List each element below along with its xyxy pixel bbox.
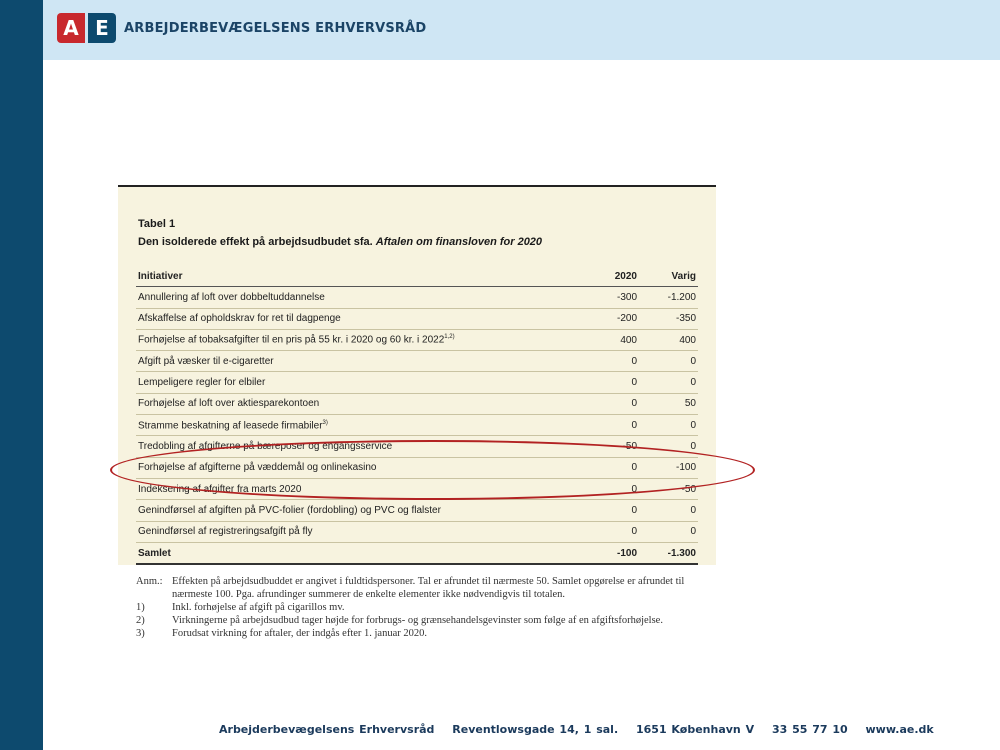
highlight-ellipse <box>110 440 755 500</box>
row-value-varig: -350 <box>639 308 698 329</box>
table-row <box>136 415 698 436</box>
row-label-text: Lempeligere regler for elbiler <box>138 377 266 389</box>
header-varig: Varig <box>639 266 698 287</box>
row-value-2020: 0 <box>580 415 639 436</box>
row-value-varig: 50 <box>639 393 698 414</box>
row-value-2020: 0 <box>580 521 639 542</box>
note-key: Anm.: <box>136 576 163 587</box>
row-value-varig: 0 <box>639 372 698 393</box>
note-text: Virkningerne på arbejdsudbud tager højde for forbrugs- og grænsehandelsgevinster som følge af en afgiftsforhøjelse. <box>172 615 663 626</box>
row-label-text: Indeksering af afgifter fra marts 2020 <box>138 483 302 495</box>
table-row <box>136 521 698 542</box>
footer-web[interactable]: www.ae.dk <box>865 723 934 736</box>
row-value-varig: 400 <box>639 329 698 350</box>
row-label-text: Forhøjelse af afgifterne på væddemål og onlinekasino <box>138 462 377 474</box>
row-value-varig: 0 <box>639 521 698 542</box>
row-value-varig: -1.200 <box>639 287 698 308</box>
table-header-row <box>136 266 698 287</box>
row-value-varig: 0 <box>639 436 698 457</box>
header-2020: 2020 <box>580 266 639 287</box>
row-label <box>136 372 580 393</box>
table-panel <box>118 185 716 565</box>
footer-address: Reventlowsgade 14, 1 sal. <box>452 723 619 736</box>
row-value-varig: -50 <box>639 478 698 499</box>
row-value-2020: 0 <box>580 478 639 499</box>
ae-logo <box>57 13 426 43</box>
note-item <box>136 601 716 614</box>
row-value-2020: -200 <box>580 308 639 329</box>
row-label <box>136 287 580 308</box>
row-label <box>136 308 580 329</box>
note-text: Effekten på arbejdsudbuddet er angivet i fuldtidspersoner. Tal er afrundet til nærmeste 50. Samlet opgørelse er afrundet til nærmeste 100. Pga. afrundinger summerer de enkelte elementer ikke nødvendigvis til totalen. <box>172 576 685 600</box>
note-text: Inkl. forhøjelse af afgift på cigarillos mv. <box>172 602 345 613</box>
row-value-varig: 0 <box>639 351 698 372</box>
note-key: 2) <box>136 615 145 626</box>
row-label-text: Annullering af loft over dobbeltuddannelse <box>138 291 325 303</box>
total-2020: -100 <box>580 542 639 564</box>
table-subtitle-plain: Den isolderede effekt på arbejdsudbudet sfa. <box>138 236 376 248</box>
row-value-2020: -50 <box>580 436 639 457</box>
brand-name: ARBEJDERBEVÆGELSENS ERHVERVSRÅD <box>124 20 427 36</box>
logo-letter-a: A <box>57 13 85 43</box>
note-item <box>136 575 716 601</box>
table-subtitle <box>138 236 542 248</box>
total-label: Samlet <box>136 542 580 564</box>
row-value-2020: -300 <box>580 287 639 308</box>
logo-letter-e: E <box>88 13 116 43</box>
row-value-varig: 0 <box>639 415 698 436</box>
row-label <box>136 393 580 414</box>
row-label <box>136 521 580 542</box>
row-value-2020: 0 <box>580 457 639 478</box>
note-key: 1) <box>136 602 145 613</box>
table-title: Tabel 1 <box>138 218 176 230</box>
row-label-text: Genindførsel af registreringsafgift på fly <box>138 526 313 538</box>
table-total-row <box>136 542 698 564</box>
row-footnote-ref: 3) <box>322 419 328 426</box>
table-subtitle-italic: Aftalen om finansloven for 2020 <box>375 236 543 248</box>
note-key: 3) <box>136 628 145 639</box>
row-label <box>136 351 580 372</box>
table-row <box>136 393 698 414</box>
row-label <box>136 415 580 436</box>
row-value-varig: 0 <box>639 500 698 521</box>
footer-city: 1651 København V <box>635 723 755 736</box>
table-row <box>136 287 698 308</box>
document-scan <box>106 185 746 675</box>
row-label-text: Stramme beskatning af leasede firmabiler <box>138 419 323 431</box>
table-row <box>136 308 698 329</box>
row-value-2020: 0 <box>580 351 639 372</box>
header-initiatives: Initiativer <box>136 266 580 287</box>
row-label-text: Tredobling af afgifterne på bæreposer og engangsservice <box>138 441 393 453</box>
note-text: Forudsat virkning for aftaler, der indgås efter 1. januar 2020. <box>172 628 427 639</box>
row-value-varig: -100 <box>639 457 698 478</box>
row-label <box>136 329 580 350</box>
row-footnote-ref: 1,2) <box>444 334 455 341</box>
table-row <box>136 329 698 350</box>
row-value-2020: 0 <box>580 372 639 393</box>
row-value-2020: 0 <box>580 393 639 414</box>
note-item <box>136 627 716 640</box>
left-brand-bar <box>0 0 43 750</box>
row-label-text: Afskaffelse af opholdskrav for ret til dagpenge <box>138 313 341 325</box>
row-label-text: Forhøjelse af loft over aktiesparekontoen <box>138 398 320 410</box>
table-row <box>136 500 698 521</box>
row-value-2020: 400 <box>580 329 639 350</box>
total-varig: -1.300 <box>639 542 698 564</box>
footer <box>219 723 947 736</box>
row-label-text: Genindførsel af afgiften på PVC-folier (fordobling) og PVC og flalster <box>138 504 441 516</box>
table-row <box>136 351 698 372</box>
footer-phone: 33 55 77 10 <box>771 723 848 736</box>
table-notes <box>136 575 716 640</box>
data-table <box>136 266 698 565</box>
row-label-text: Forhøjelse af tobaksafgifter til en pris på 55 kr. i 2020 og 60 kr. i 2022 <box>138 334 445 346</box>
table-row <box>136 372 698 393</box>
note-item <box>136 614 716 627</box>
row-label <box>136 500 580 521</box>
row-value-2020: 0 <box>580 500 639 521</box>
footer-org: Arbejderbevægelsens Erhvervsråd <box>219 723 435 736</box>
row-label-text: Afgift på væsker til e-cigaretter <box>138 355 274 367</box>
